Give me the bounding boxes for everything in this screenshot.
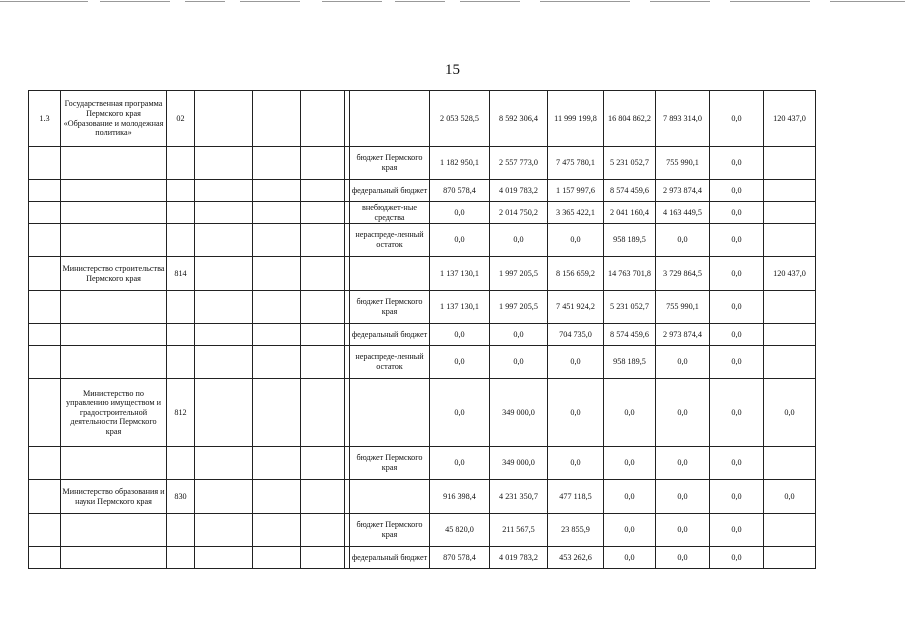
row-index-cell bbox=[29, 202, 61, 224]
value-cell: 1 157 997,6 bbox=[548, 180, 604, 202]
value-cell: 755 990,1 bbox=[656, 291, 710, 324]
empty-cell bbox=[195, 480, 253, 514]
value-cell: 0,0 bbox=[764, 480, 816, 514]
value-cell: 0,0 bbox=[548, 447, 604, 480]
empty-cell bbox=[195, 447, 253, 480]
row-name-cell bbox=[61, 291, 167, 324]
empty-cell bbox=[195, 257, 253, 291]
value-cell: 453 262,6 bbox=[548, 547, 604, 569]
row-source-cell: федеральный бюджет bbox=[350, 324, 430, 346]
value-cell: 0,0 bbox=[710, 379, 764, 447]
value-cell: 0,0 bbox=[656, 224, 710, 257]
value-cell: 2 041 160,4 bbox=[604, 202, 656, 224]
row-code-cell bbox=[167, 202, 195, 224]
value-cell: 0,0 bbox=[490, 224, 548, 257]
value-cell: 1 182 950,1 bbox=[430, 147, 490, 180]
value-cell: 349 000,0 bbox=[490, 447, 548, 480]
value-cell: 8 592 306,4 bbox=[490, 91, 548, 147]
value-cell: 0,0 bbox=[710, 514, 764, 547]
value-cell: 0,0 bbox=[490, 324, 548, 346]
value-cell bbox=[764, 291, 816, 324]
row-name-cell: Министерство строительства Пермского края bbox=[61, 257, 167, 291]
value-cell: 7 893 314,0 bbox=[656, 91, 710, 147]
empty-cell bbox=[195, 224, 253, 257]
value-cell bbox=[764, 346, 816, 379]
row-index-cell bbox=[29, 379, 61, 447]
table-row-main bbox=[29, 379, 877, 447]
budget-table bbox=[28, 90, 877, 569]
table-row-sub bbox=[29, 514, 877, 547]
value-cell bbox=[764, 324, 816, 346]
table-row-sub bbox=[29, 447, 877, 480]
empty-cell bbox=[195, 180, 253, 202]
table-row-sub bbox=[29, 202, 877, 224]
value-cell: 2 973 874,4 bbox=[656, 180, 710, 202]
value-cell: 7 451 924,2 bbox=[548, 291, 604, 324]
empty-cell bbox=[253, 257, 301, 291]
value-cell: 3 365 422,1 bbox=[548, 202, 604, 224]
empty-cell bbox=[253, 324, 301, 346]
value-cell: 23 855,9 bbox=[548, 514, 604, 547]
row-index-cell bbox=[29, 514, 61, 547]
value-cell: 1 997 205,5 bbox=[490, 291, 548, 324]
value-cell: 755 990,1 bbox=[656, 147, 710, 180]
value-cell: 0,0 bbox=[548, 379, 604, 447]
value-cell: 8 574 459,6 bbox=[604, 180, 656, 202]
row-code-cell bbox=[167, 324, 195, 346]
row-code-cell bbox=[167, 447, 195, 480]
table-row-sub bbox=[29, 180, 877, 202]
empty-cell bbox=[301, 480, 345, 514]
value-cell: 0,0 bbox=[710, 324, 764, 346]
value-cell: 8 574 459,6 bbox=[604, 324, 656, 346]
value-cell: 0,0 bbox=[604, 480, 656, 514]
row-code-cell bbox=[167, 346, 195, 379]
row-code-cell bbox=[167, 547, 195, 569]
table-row-sub bbox=[29, 346, 877, 379]
value-cell: 0,0 bbox=[710, 291, 764, 324]
empty-cell bbox=[253, 147, 301, 180]
value-cell: 0,0 bbox=[656, 447, 710, 480]
value-cell: 0,0 bbox=[548, 346, 604, 379]
value-cell: 916 398,4 bbox=[430, 480, 490, 514]
value-cell: 0,0 bbox=[604, 379, 656, 447]
row-index-cell bbox=[29, 257, 61, 291]
value-cell: 2 014 750,2 bbox=[490, 202, 548, 224]
value-cell: 704 735,0 bbox=[548, 324, 604, 346]
row-source-cell bbox=[350, 379, 430, 447]
row-code-cell bbox=[167, 514, 195, 547]
empty-cell bbox=[253, 447, 301, 480]
value-cell: 2 053 528,5 bbox=[430, 91, 490, 147]
table-row-sub bbox=[29, 291, 877, 324]
value-cell: 4 231 350,7 bbox=[490, 480, 548, 514]
row-source-cell: бюджет Пермского края bbox=[350, 447, 430, 480]
empty-cell bbox=[253, 547, 301, 569]
value-cell: 8 156 659,2 bbox=[548, 257, 604, 291]
empty-cell bbox=[195, 91, 253, 147]
table-row-main bbox=[29, 257, 877, 291]
row-code-cell: 830 bbox=[167, 480, 195, 514]
row-index-cell bbox=[29, 480, 61, 514]
row-code-cell: 814 bbox=[167, 257, 195, 291]
value-cell bbox=[764, 202, 816, 224]
value-cell: 0,0 bbox=[656, 514, 710, 547]
empty-cell bbox=[301, 547, 345, 569]
value-cell bbox=[764, 180, 816, 202]
value-cell: 16 804 862,2 bbox=[604, 91, 656, 147]
empty-cell bbox=[301, 224, 345, 257]
value-cell: 477 118,5 bbox=[548, 480, 604, 514]
row-name-cell bbox=[61, 514, 167, 547]
row-index-cell bbox=[29, 180, 61, 202]
value-cell: 0,0 bbox=[710, 180, 764, 202]
value-cell: 0,0 bbox=[490, 346, 548, 379]
row-source-cell: федеральный бюджет bbox=[350, 180, 430, 202]
empty-cell bbox=[301, 514, 345, 547]
value-cell: 120 437,0 bbox=[764, 257, 816, 291]
row-name-cell bbox=[61, 180, 167, 202]
empty-cell bbox=[301, 324, 345, 346]
row-code-cell bbox=[167, 224, 195, 257]
scan-top-edge bbox=[0, 0, 905, 4]
value-cell: 0,0 bbox=[656, 480, 710, 514]
row-source-cell bbox=[350, 480, 430, 514]
value-cell: 45 820,0 bbox=[430, 514, 490, 547]
empty-cell bbox=[301, 379, 345, 447]
row-name-cell bbox=[61, 324, 167, 346]
value-cell: 211 567,5 bbox=[490, 514, 548, 547]
row-name-cell: Министерство по управлению имуществом и градостроительной деятельности Пермского края bbox=[61, 379, 167, 447]
value-cell: 0,0 bbox=[710, 547, 764, 569]
row-index-cell bbox=[29, 324, 61, 346]
value-cell: 7 475 780,1 bbox=[548, 147, 604, 180]
table-row-main bbox=[29, 480, 877, 514]
row-name-cell bbox=[61, 224, 167, 257]
row-index-cell bbox=[29, 224, 61, 257]
value-cell: 4 019 783,2 bbox=[490, 180, 548, 202]
value-cell: 0,0 bbox=[604, 447, 656, 480]
value-cell: 120 437,0 bbox=[764, 91, 816, 147]
row-source-cell bbox=[350, 91, 430, 147]
empty-cell bbox=[195, 202, 253, 224]
empty-cell bbox=[301, 91, 345, 147]
empty-cell bbox=[195, 324, 253, 346]
row-index-cell bbox=[29, 346, 61, 379]
value-cell: 958 189,5 bbox=[604, 346, 656, 379]
table-body bbox=[29, 91, 877, 569]
value-cell: 0,0 bbox=[710, 257, 764, 291]
value-cell: 1 137 130,1 bbox=[430, 291, 490, 324]
value-cell: 11 999 199,8 bbox=[548, 91, 604, 147]
value-cell: 0,0 bbox=[548, 224, 604, 257]
value-cell: 0,0 bbox=[656, 379, 710, 447]
row-source-cell bbox=[350, 257, 430, 291]
value-cell: 0,0 bbox=[430, 346, 490, 379]
page-number: 15 bbox=[445, 62, 460, 78]
table-row-sub bbox=[29, 547, 877, 569]
row-source-cell: бюджет Пермского края bbox=[350, 147, 430, 180]
row-name-cell: Министерство образования и науки Пермского края bbox=[61, 480, 167, 514]
value-cell: 1 137 130,1 bbox=[430, 257, 490, 291]
empty-cell bbox=[301, 447, 345, 480]
row-name-cell bbox=[61, 346, 167, 379]
value-cell: 0,0 bbox=[764, 379, 816, 447]
value-cell: 958 189,5 bbox=[604, 224, 656, 257]
value-cell: 0,0 bbox=[710, 447, 764, 480]
value-cell: 0,0 bbox=[430, 379, 490, 447]
value-cell bbox=[764, 547, 816, 569]
value-cell: 0,0 bbox=[710, 480, 764, 514]
row-source-cell: федеральный бюджет bbox=[350, 547, 430, 569]
empty-cell bbox=[301, 147, 345, 180]
value-cell: 0,0 bbox=[710, 91, 764, 147]
value-cell: 0,0 bbox=[710, 147, 764, 180]
empty-cell bbox=[253, 480, 301, 514]
empty-cell bbox=[253, 514, 301, 547]
value-cell: 870 578,4 bbox=[430, 547, 490, 569]
value-cell bbox=[764, 514, 816, 547]
value-cell: 0,0 bbox=[604, 514, 656, 547]
row-source-cell: внебюджет-ные средства bbox=[350, 202, 430, 224]
value-cell: 0,0 bbox=[710, 202, 764, 224]
value-cell: 349 000,0 bbox=[490, 379, 548, 447]
value-cell: 870 578,4 bbox=[430, 180, 490, 202]
value-cell: 0,0 bbox=[430, 447, 490, 480]
row-name-cell: Государственная программа Пермского края «Образование и молодежная политика» bbox=[61, 91, 167, 147]
row-source-cell: нераспреде-ленный остаток bbox=[350, 346, 430, 379]
empty-cell bbox=[195, 547, 253, 569]
value-cell: 1 997 205,5 bbox=[490, 257, 548, 291]
value-cell: 5 231 052,7 bbox=[604, 147, 656, 180]
value-cell: 0,0 bbox=[430, 202, 490, 224]
row-name-cell bbox=[61, 147, 167, 180]
empty-cell bbox=[195, 346, 253, 379]
empty-cell bbox=[195, 379, 253, 447]
empty-cell bbox=[301, 180, 345, 202]
empty-cell bbox=[301, 202, 345, 224]
row-code-cell bbox=[167, 147, 195, 180]
row-code-cell bbox=[167, 291, 195, 324]
table-row-main bbox=[29, 91, 877, 147]
empty-cell bbox=[253, 180, 301, 202]
value-cell: 3 729 864,5 bbox=[656, 257, 710, 291]
value-cell: 0,0 bbox=[430, 224, 490, 257]
row-code-cell: 812 bbox=[167, 379, 195, 447]
value-cell: 0,0 bbox=[656, 346, 710, 379]
empty-cell bbox=[301, 257, 345, 291]
empty-cell bbox=[301, 291, 345, 324]
table-row-sub bbox=[29, 324, 877, 346]
empty-cell bbox=[253, 379, 301, 447]
row-name-cell bbox=[61, 547, 167, 569]
row-index-cell bbox=[29, 547, 61, 569]
value-cell bbox=[764, 224, 816, 257]
row-source-cell: нераспреде-ленный остаток bbox=[350, 224, 430, 257]
empty-cell bbox=[253, 91, 301, 147]
row-source-cell: бюджет Пермского края bbox=[350, 291, 430, 324]
value-cell: 0,0 bbox=[604, 547, 656, 569]
empty-cell bbox=[301, 346, 345, 379]
value-cell: 2 557 773,0 bbox=[490, 147, 548, 180]
empty-cell bbox=[195, 147, 253, 180]
row-source-cell: бюджет Пермского края bbox=[350, 514, 430, 547]
value-cell: 0,0 bbox=[710, 346, 764, 379]
value-cell: 0,0 bbox=[656, 547, 710, 569]
empty-cell bbox=[253, 202, 301, 224]
value-cell bbox=[764, 147, 816, 180]
row-name-cell bbox=[61, 447, 167, 480]
row-code-cell bbox=[167, 180, 195, 202]
row-code-cell: 02 bbox=[167, 91, 195, 147]
row-index-cell bbox=[29, 291, 61, 324]
row-index-cell bbox=[29, 147, 61, 180]
value-cell: 14 763 701,8 bbox=[604, 257, 656, 291]
row-index-cell: 1.3 bbox=[29, 91, 61, 147]
row-name-cell bbox=[61, 202, 167, 224]
empty-cell bbox=[195, 291, 253, 324]
empty-cell bbox=[253, 346, 301, 379]
table-row-sub bbox=[29, 147, 877, 180]
row-index-cell bbox=[29, 447, 61, 480]
value-cell: 0,0 bbox=[710, 224, 764, 257]
table-row-sub bbox=[29, 224, 877, 257]
empty-cell bbox=[253, 224, 301, 257]
value-cell: 4 163 449,5 bbox=[656, 202, 710, 224]
value-cell: 2 973 874,4 bbox=[656, 324, 710, 346]
value-cell: 0,0 bbox=[430, 324, 490, 346]
value-cell bbox=[764, 447, 816, 480]
empty-cell bbox=[195, 514, 253, 547]
empty-cell bbox=[253, 291, 301, 324]
value-cell: 5 231 052,7 bbox=[604, 291, 656, 324]
value-cell: 4 019 783,2 bbox=[490, 547, 548, 569]
